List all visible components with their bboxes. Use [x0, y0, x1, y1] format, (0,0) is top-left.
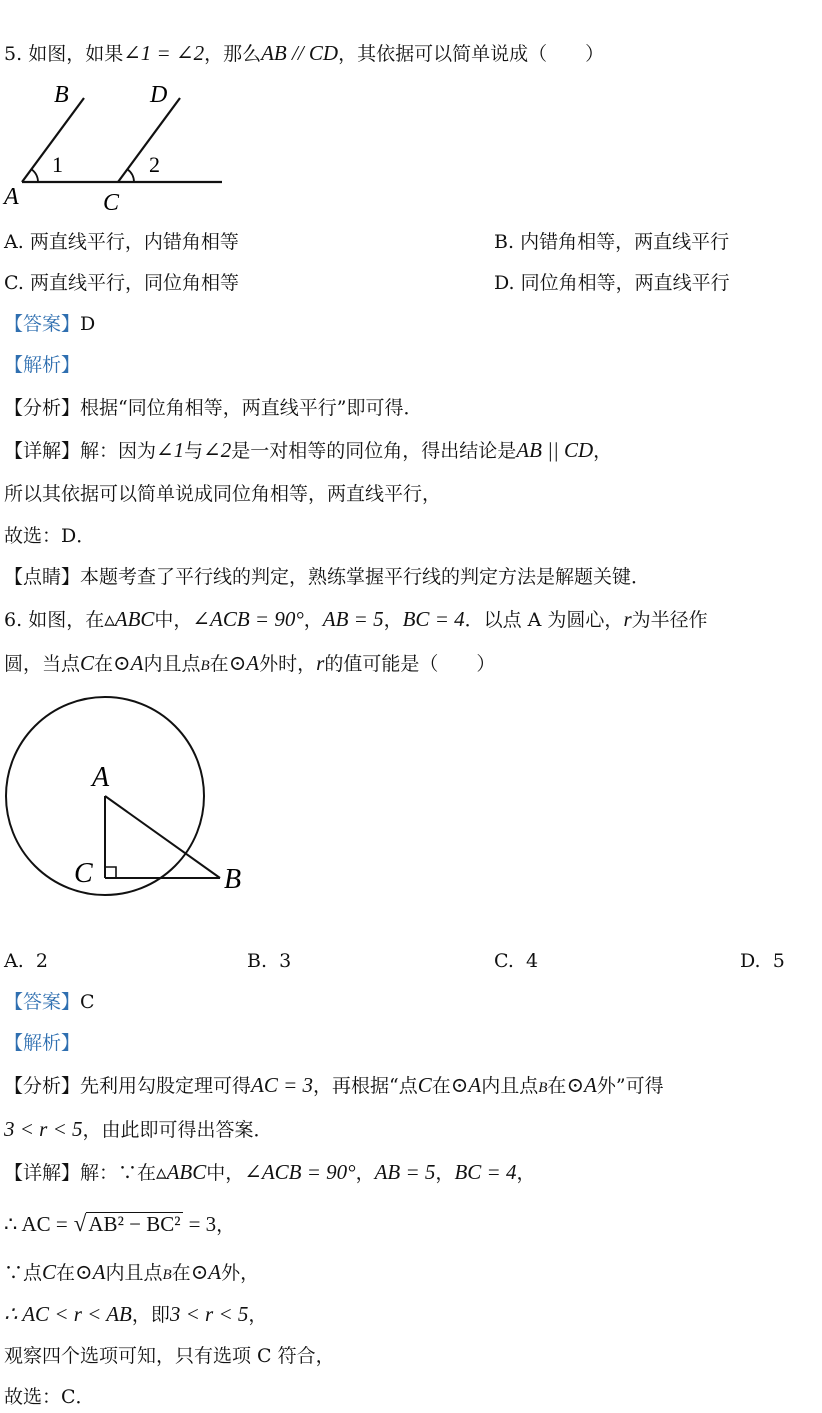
option-text: 5	[772, 950, 785, 972]
text: 在	[56, 1262, 76, 1284]
text: 解：因为	[80, 440, 157, 462]
option-text: 两直线平行，内错角相等	[29, 231, 239, 253]
math: B	[162, 1267, 172, 1283]
q6-option-d	[740, 948, 785, 974]
fenxi-label: 【分析】	[4, 1075, 81, 1097]
option-key: B.	[494, 231, 515, 253]
q6-option-c	[494, 948, 538, 974]
text: 内且点	[105, 1262, 163, 1284]
q6-stem-line1	[4, 606, 708, 633]
q5-label-d: D	[150, 82, 168, 108]
text: 外时，	[259, 653, 317, 675]
option-text: 4	[526, 950, 539, 972]
q5-option-d	[494, 270, 730, 296]
dianjing-text: 本题考查了平行线的判定，熟练掌握平行线的判定方法是解题关键．	[80, 566, 651, 588]
q6-stem-line2	[4, 650, 495, 679]
math: ∠1	[156, 438, 185, 462]
math: ⊙A	[190, 1260, 222, 1284]
answer-label: 【答案】	[4, 313, 81, 335]
option-key: C.	[4, 272, 24, 294]
math: C	[42, 1260, 57, 1284]
math: 3 < r < 5	[169, 1302, 249, 1326]
q6-label-a: A	[92, 762, 110, 793]
q6-xiangjie-line5: 观察四个选项可知，只有选项 C 符合，	[4, 1345, 335, 1367]
math: ∴ AC < r < AB	[4, 1302, 132, 1326]
math: ⊙A	[113, 651, 144, 675]
text: ，由此即可得出答案．	[82, 1119, 273, 1141]
math: ▵ABC	[156, 1160, 207, 1184]
text: ，	[248, 1304, 268, 1326]
q5-line2: 所以其依据可以简单说成同位角相等，两直线平行，	[4, 483, 442, 505]
option-text: 两直线平行，同位角相等	[29, 272, 239, 294]
q5-angle2-arc	[127, 169, 134, 182]
q5-xiangjie	[4, 437, 612, 464]
text: 的值可能是（ ）	[324, 653, 496, 675]
text: ，	[383, 609, 403, 631]
text: ，	[355, 1162, 375, 1184]
q5-label-c: C	[103, 190, 120, 215]
math: ⊙A	[566, 1073, 597, 1097]
math: B	[200, 658, 210, 674]
q5-angle1-arc	[31, 169, 38, 182]
math: BC = 4	[402, 607, 465, 631]
math: = 3	[188, 1212, 217, 1236]
q5-label-1: 1	[52, 152, 63, 177]
q5-analysis-label: 【解析】	[4, 354, 81, 376]
text: 在	[171, 1262, 191, 1284]
q6-choose: 故选：C．	[4, 1386, 95, 1408]
answer-value: C	[80, 991, 95, 1013]
q5-stem-math-angle: ∠1 = ∠2	[123, 41, 205, 65]
text: ，	[516, 1162, 536, 1184]
text: 外，	[221, 1262, 260, 1284]
math: 3 < r < 5	[4, 1117, 83, 1141]
option-text: 3	[279, 950, 292, 972]
option-key: B.	[247, 950, 268, 972]
math: C	[80, 651, 95, 675]
q6-label-b: B	[224, 864, 242, 895]
text: ，	[303, 609, 323, 631]
text: ，	[216, 1214, 236, 1236]
q5-dianjing	[4, 564, 650, 590]
xiangjie-label: 【详解】	[4, 440, 81, 462]
text: ∵点	[4, 1262, 43, 1284]
option-text: 2	[35, 950, 48, 972]
answer-label: 【答案】	[4, 991, 81, 1013]
text: 与	[184, 440, 204, 462]
q6-xiangjie-line4	[4, 1301, 267, 1328]
text: 中，	[206, 1162, 245, 1184]
q5-label-a: A	[4, 184, 19, 210]
option-text: 同位角相等，两直线平行	[520, 272, 730, 294]
fenxi-label: 【分析】	[4, 397, 81, 419]
q5-option-a	[4, 229, 239, 255]
q5-answer	[4, 311, 95, 337]
q6-xiangjie-line2: ∴ AC = √AB² − BC² = 3，	[4, 1211, 236, 1236]
q6-xiangjie-line3	[4, 1259, 259, 1288]
q6-figure	[0, 688, 260, 908]
dianjing-label: 【点睛】	[4, 566, 81, 588]
math: ⊙A	[228, 651, 260, 675]
text: ．以点 A 为圆心，	[464, 609, 624, 631]
q5-number: 5.	[4, 43, 23, 65]
math: BC = 4	[454, 1160, 517, 1184]
text: 是一对相等的同位角，得出结论是	[231, 440, 517, 462]
option-text: 内错角相等，两直线平行	[520, 231, 730, 253]
math: B	[538, 1080, 548, 1096]
text: ，即	[131, 1304, 170, 1326]
q5-label-b: B	[54, 82, 69, 108]
math: ∠2	[203, 438, 232, 462]
q6-number: 6.	[4, 609, 23, 631]
q5-stem-text: ，那么	[204, 43, 262, 65]
text: 在	[209, 653, 229, 675]
text: 中，	[154, 609, 193, 631]
text: ，	[435, 1162, 455, 1184]
math: ▵ABC	[104, 607, 155, 631]
q6-answer	[4, 989, 95, 1015]
math: r	[623, 607, 632, 631]
q5-stem-math-parallel: AB // CD	[261, 41, 339, 65]
text: ，再根据“点	[313, 1075, 418, 1097]
math: ∠ACB = 90°	[244, 1160, 356, 1184]
math: AB || CD	[516, 438, 594, 462]
fenxi-text: 根据“同位角相等，两直线平行”即可得．	[80, 397, 423, 419]
math: AB = 5	[374, 1160, 436, 1184]
text: 解：∵在	[80, 1162, 157, 1184]
math: ⊙A	[75, 1260, 106, 1284]
q5-stem	[4, 40, 604, 67]
text: 内且点	[481, 1075, 539, 1097]
q5-option-c	[4, 270, 239, 296]
option-key: D.	[740, 950, 761, 972]
text: 先利用勾股定理可得	[80, 1075, 252, 1097]
q5-fenxi	[4, 395, 422, 421]
q6-label-c: C	[74, 858, 93, 889]
q6-xiangjie-line1	[4, 1159, 535, 1186]
q6-analysis-label: 【解析】	[4, 1032, 81, 1054]
q6-fenxi-line2	[4, 1116, 273, 1143]
q6-right-angle-mark	[105, 867, 116, 878]
option-key: A.	[4, 231, 24, 253]
q6-option-b	[247, 948, 291, 974]
q5-figure	[0, 80, 240, 215]
q6-fenxi-line1	[4, 1072, 664, 1101]
q5-option-b	[494, 229, 729, 255]
math: ⊙A	[450, 1073, 482, 1097]
math: ∠ACB = 90°	[192, 607, 304, 631]
math-sqrt-radicand: AB² − BC²	[88, 1212, 181, 1236]
math: AC = 3	[251, 1073, 314, 1097]
option-key: C.	[494, 950, 514, 972]
answer-value: D	[80, 313, 96, 335]
q5-stem-text: ，其依据可以简单说成（ ）	[338, 43, 605, 65]
math: AB = 5	[322, 607, 384, 631]
text: 外”可得	[596, 1075, 664, 1097]
xiangjie-label: 【详解】	[4, 1162, 81, 1184]
text: 在	[547, 1075, 567, 1097]
q5-label-2: 2	[149, 152, 160, 177]
q5-stem-text: 如图，如果	[28, 43, 124, 65]
q6-option-a	[4, 948, 48, 974]
text: 如图，在	[28, 609, 105, 631]
math: C	[417, 1073, 432, 1097]
text: ，	[593, 440, 613, 462]
text: 圆，当点	[4, 653, 81, 675]
text: 在	[431, 1075, 451, 1097]
math: r	[316, 651, 325, 675]
math: ∴ AC =	[4, 1212, 68, 1236]
text: 为半径作	[631, 609, 708, 631]
text: 在	[94, 653, 114, 675]
q5-choose: 故选：D．	[4, 525, 96, 547]
option-key: A.	[4, 950, 24, 972]
option-key: D.	[494, 272, 515, 294]
text: 内且点	[143, 653, 201, 675]
